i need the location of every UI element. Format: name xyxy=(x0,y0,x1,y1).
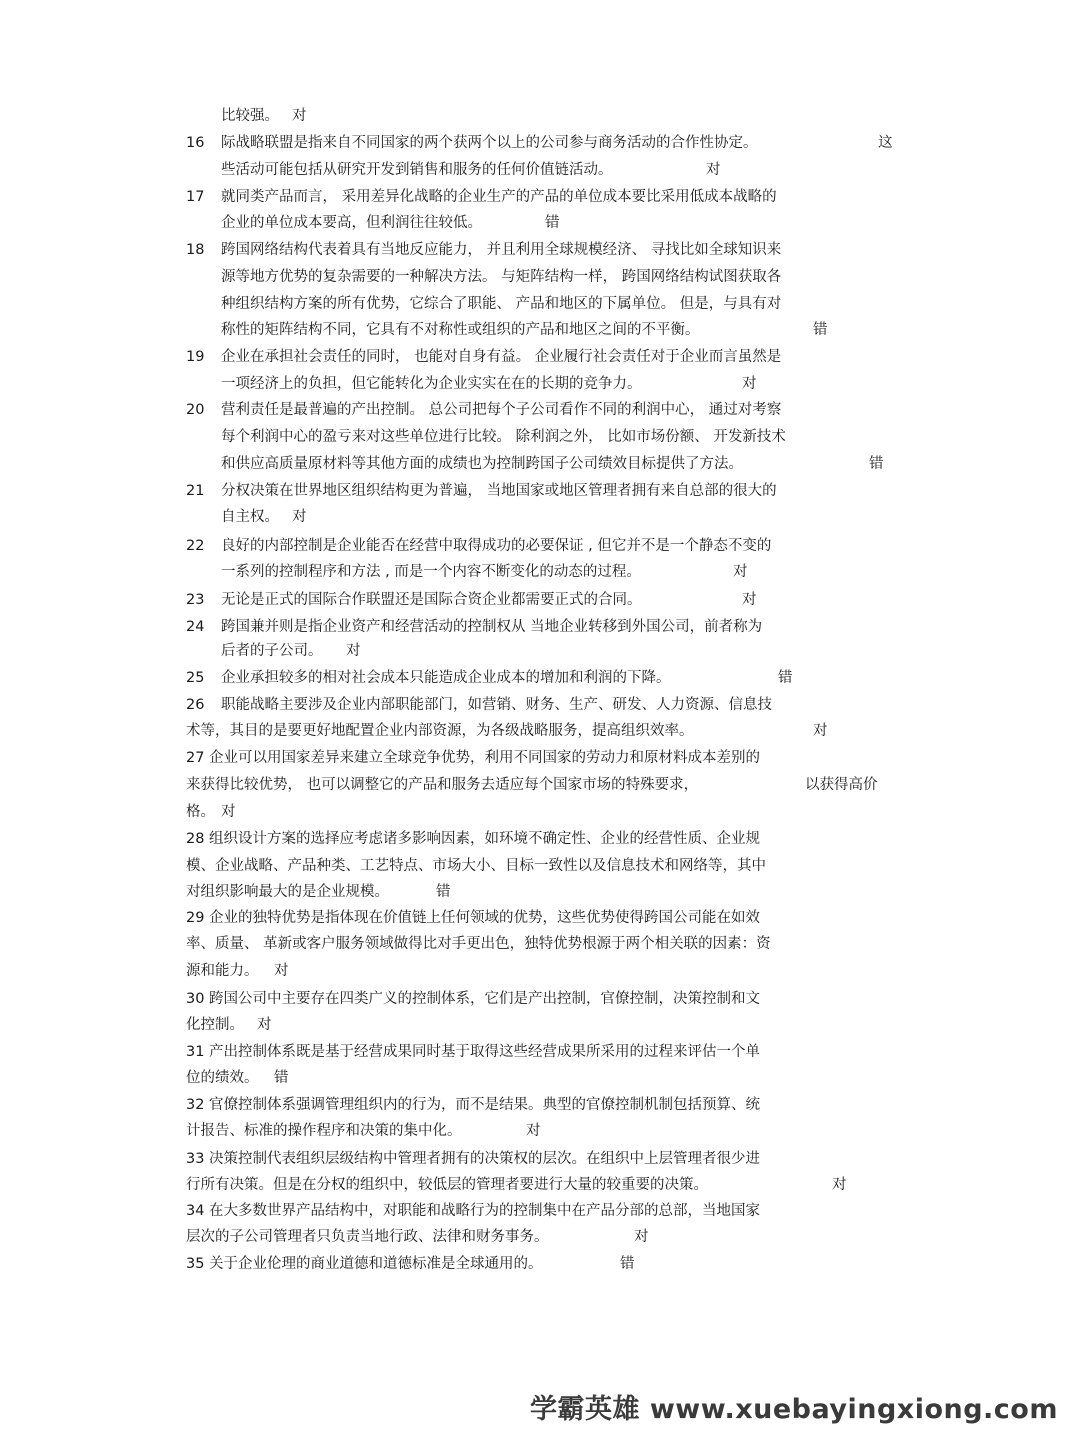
text-line: 企业承担较多的相对社会成本只能造成企业成本的增加和利润的下降。 xyxy=(221,670,671,686)
text-line: 对组织影响最大的是企业规模。 xyxy=(186,884,389,900)
text-line: 格。 xyxy=(186,804,215,820)
answer-mark: 对 xyxy=(221,804,236,820)
watermark: 学霸英雄 www.xuebayingxiong.com xyxy=(529,1394,1058,1425)
text-line: 30 跨国公司中主要存在四类广义的控制体系，它们是产出控制，官僚控制，决策控制和文 xyxy=(186,991,761,1007)
text-line: 企业在承担社会责任的同时， 也能对自身有益。 企业履行社会责任对于企业而言虽然是 xyxy=(221,349,782,365)
text-line: 32 官僚控制体系强调管理组织内的行为，而不是结果。典型的官僚控制机制包括预算、统 xyxy=(186,1097,761,1113)
question-number: 26 xyxy=(186,697,205,713)
text-line: 分权决策在世界地区组织结构更为普遍， 当地国家或地区管理者拥有来自总部的很大的 xyxy=(221,483,777,499)
answer-mark: 错 xyxy=(869,456,884,472)
question-number: 22 xyxy=(186,538,205,554)
answer-mark: 对 xyxy=(274,963,289,979)
answer-mark: 对 xyxy=(742,376,757,392)
question-number: 19 xyxy=(186,349,205,365)
text-line: 就同类产品而言， 采用差异化战略的企业生产的产品的单位成本要比采用低成本战略的 xyxy=(221,189,777,205)
text-line: 营利责任是最普遍的产出控制。 总公司把每个子公司看作不同的利润中心， 通过对考察 xyxy=(221,402,782,418)
text-line: 位的绩效。 xyxy=(186,1070,259,1086)
answer-mark: 错 xyxy=(274,1070,289,1086)
question-number: 23 xyxy=(186,592,205,608)
answer-mark: 对 xyxy=(813,723,828,739)
question-number: 25 xyxy=(186,670,205,686)
overflow-text: 这 xyxy=(878,135,893,151)
answer-mark: 对 xyxy=(742,592,757,608)
question-number: 17 xyxy=(186,189,205,205)
text-line: 每个利润中心的盈亏来对这些单位进行比较。 除利润之外， 比如市场份额、 开发新技术 xyxy=(221,429,786,445)
text-line: 比较强。 xyxy=(221,108,279,124)
text-line: 化控制。 xyxy=(186,1017,244,1033)
question-number: 16 xyxy=(186,135,205,151)
text-line: 后者的子公司。 xyxy=(221,643,323,659)
answer-mark: 对 xyxy=(832,1177,847,1193)
text-line: 跨国网络结构代表着具有当地反应能力， 并且利用全球规模经济、 寻找比如全球知识来 xyxy=(221,242,782,258)
text-line: 来获得比较优势， 也可以调整它的产品和服务去适应每个国家市场的特殊要求， xyxy=(186,777,699,793)
text-line: 层次的子公司管理者只负责当地行政、法律和财务事务。 xyxy=(186,1229,549,1245)
text-line: 源等地方优势的复杂需要的一种解决方法。 与矩阵结构一样， 跨国网络结构试图获取各 xyxy=(221,269,782,285)
answer-mark: 对 xyxy=(346,643,361,659)
text-line: 无论是正式的国际合作联盟还是国际合资企业都需要正式的合同。 xyxy=(221,592,642,608)
text-line: 职能战略主要涉及企业内部职能部门，如营销、财务、生产、研发、人力资源、信息技 xyxy=(221,697,772,713)
text-line: 企业的单位成本要高，但利润往往较低。 xyxy=(221,215,482,231)
question-number: 18 xyxy=(186,242,205,258)
text-line: 源和能力。 xyxy=(186,963,259,979)
question-number: 24 xyxy=(186,619,205,635)
answer-mark: 对 xyxy=(257,1017,272,1033)
text-line: 一项经济上的负担，但它能转化为企业实实在在的长期的竞争力。 xyxy=(221,376,642,392)
answer-mark: 对 xyxy=(733,564,748,580)
text-line: 种组织结构方案的所有优势，它综合了职能、 产品和地区的下属单位。 但是，与具有对 xyxy=(221,296,782,312)
answer-mark: 对 xyxy=(634,1229,649,1245)
text-line: 35 关于企业伦理的商业道德和道德标准是全球通用的。 xyxy=(186,1256,543,1272)
answer-mark: 错 xyxy=(813,322,828,338)
text-line: 33 决策控制代表组织层级结构中管理者拥有的决策权的层次。在组织中上层管理者很少进 xyxy=(186,1151,761,1167)
text-line: 跨国兼并则是指企业资产和经营活动的控制权从 当地企业转移到外国公司，前者称为 xyxy=(221,619,763,635)
text-line: 28 组织设计方案的选择应考虑诸多影响因素，如环境不确定性、企业的经营性质、企业规 xyxy=(186,831,761,847)
text-line: 些活动可能包括从研究开发到销售和服务的任何价值链活动。 xyxy=(221,162,613,178)
answer-mark: 错 xyxy=(436,884,451,900)
text-line: 31 产出控制体系既是基于经营成果同时基于取得这些经营成果所采用的过程来评估一个单 xyxy=(186,1044,761,1060)
answer-mark: 对 xyxy=(292,108,307,124)
answer-mark: 对 xyxy=(292,509,307,525)
text-line: 术等，其目的是要更好地配置企业内部资源，为各级战略服务，提高组织效率。 xyxy=(186,723,694,739)
answer-mark: 对 xyxy=(526,1123,541,1139)
question-number: 20 xyxy=(186,402,205,418)
question-number: 21 xyxy=(186,483,205,499)
text-line: 率、质量、 革新或客户服务领域做得比对手更出色，独特优势根源于两个相关联的因素：资 xyxy=(186,936,771,952)
text-line: 和供应高质量原材料等其他方面的成绩也为控制跨国子公司绩效目标提供了方法。 xyxy=(221,456,743,472)
answer-mark: 错 xyxy=(778,670,793,686)
text-line: 29 企业的独特优势是指体现在价值链上任何领域的优势，这些优势使得跨国公司能在如效 xyxy=(186,910,761,926)
text-line: 34 在大多数世界产品结构中，对职能和战略行为的控制集中在产品分部的总部，当地国家 xyxy=(186,1203,761,1219)
text-line: 一系列的控制程序和方法 , 而是一个内容不断变化的动态的过程。 xyxy=(221,564,641,580)
overflow-text: 以获得高价 xyxy=(805,777,878,793)
text-line: 计报告、标准的操作程序和决策的集中化。 xyxy=(186,1123,462,1139)
text-line: 自主权。 xyxy=(221,509,279,525)
answer-mark: 错 xyxy=(620,1256,635,1272)
text-line: 良好的内部控制是企业能否在经营中取得成功的必要保证 , 但它并不是一个静态不变的 xyxy=(221,538,772,554)
text-line: 际战略联盟是指来自不同国家的两个获两个以上的公司参与商务活动的合作性协定。 xyxy=(221,135,758,151)
answer-mark: 对 xyxy=(706,162,721,178)
text-line: 行所有决策。但是在分权的组织中，较低层的管理者要进行大量的较重要的决策。 xyxy=(186,1177,708,1193)
text-line: 模、企业战略、产品种类、工艺特点、市场大小、目标一致性以及信息技术和网络等，其中 xyxy=(186,858,766,874)
text-line: 27 企业可以用国家差异来建立全球竞争优势，利用不同国家的劳动力和原材料成本差别的 xyxy=(186,750,761,766)
answer-mark: 错 xyxy=(545,215,560,231)
text-line: 称性的矩阵结构不同，它具有不对称性或组织的产品和地区之间的不平衡。 xyxy=(221,322,700,338)
